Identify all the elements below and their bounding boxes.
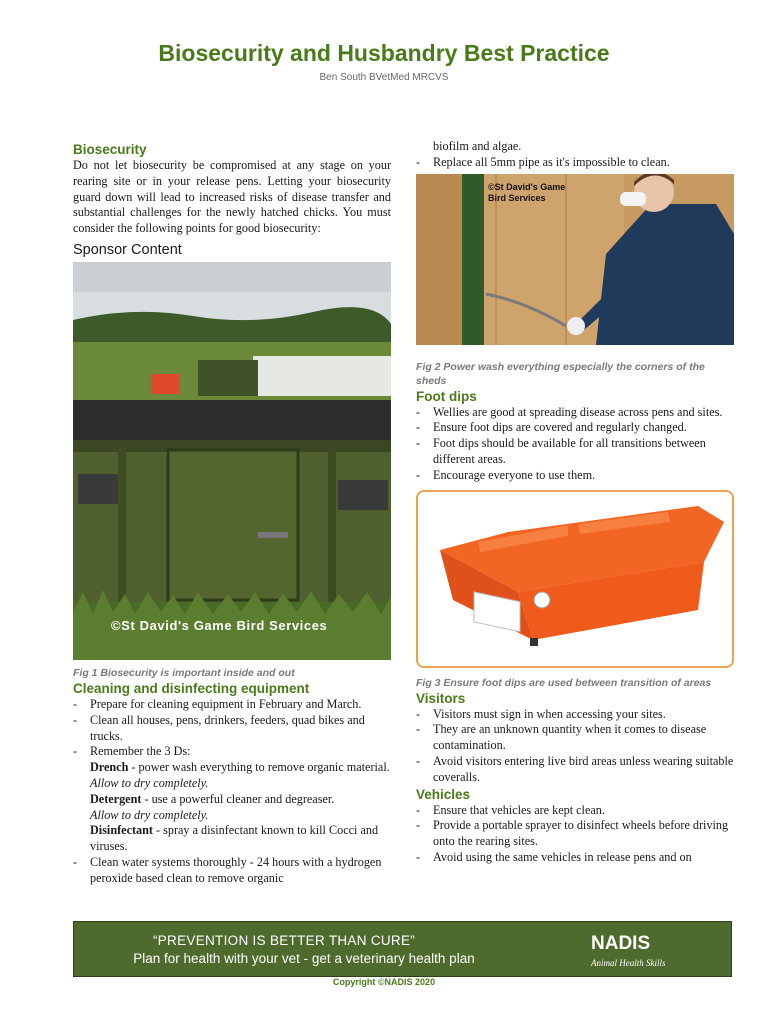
power-wash-illustration <box>416 174 734 345</box>
list-item: - Avoid visitors entering live bird areas unless wearing suitable coveralls. <box>416 754 734 786</box>
footdips-heading: Foot dips <box>416 388 477 404</box>
vehicles-heading: Vehicles <box>416 786 471 802</box>
dry-note-1: Allow to dry completely. <box>90 775 209 790</box>
fig1-pen-photo <box>73 262 391 660</box>
pen-illustration <box>73 262 391 660</box>
banner-subline: Plan for health with your vet - get a veterinary health plan <box>133 951 475 966</box>
list-item: - Replace all 5mm pipe as it's impossible to clean. <box>416 155 734 171</box>
detergent-term: Detergent <box>90 791 142 806</box>
prevention-banner <box>73 921 732 977</box>
fig2-watermark-line2: Bird Services <box>488 192 546 203</box>
drench-text: - power wash everything to remove organic material. <box>128 760 390 775</box>
cleaning-heading: Cleaning and disinfecting equipment <box>73 680 310 696</box>
continued-line: biofilm and algae. <box>433 139 522 153</box>
left-column <box>73 141 391 887</box>
fig3-caption: Fig 3 Ensure foot dips are used between transition of areas <box>416 676 712 689</box>
copyright-footer: Copyright ©NADIS 2020 <box>332 977 436 987</box>
fig2-watermark-line1: ©St David's Game <box>488 181 566 192</box>
footdips-list <box>416 405 734 484</box>
dry-note-2: Allow to dry completely. <box>90 807 209 822</box>
drench-term: Drench <box>90 760 129 775</box>
cleaning-list <box>73 697 391 887</box>
list-item: - Avoid using the same vehicles in release pens and on <box>416 850 734 866</box>
list-item: - Clean all houses, pens, drinkers, feeders, quad bikes and trucks. <box>73 713 391 745</box>
list-item: - Prepare for cleaning equipment in February and March. <box>73 697 391 713</box>
disinfectant-term: Disinfectant <box>90 823 153 838</box>
banner-slogan: “PREVENTION IS BETTER THAN CURE” <box>152 933 416 948</box>
disinfectant-line <box>90 823 391 855</box>
three-ds-label: Remember the 3 Ds: <box>90 744 191 759</box>
drench-line <box>90 760 391 776</box>
replace-list <box>416 155 734 171</box>
fig1-watermark: ©St David's Game Bird Services <box>111 617 328 633</box>
biosecurity-heading: Biosecurity <box>73 142 147 157</box>
biosecurity-intro: Do not let biosecurity be compromised at any stage on your rearing site or in your release pens. Letting your biosecurity guard down will lead to increased risks of disease transfer and substantial challenges for the newly hatched chicks. You must consider the following points for good biosecurity: <box>73 158 391 236</box>
fig2-caption: Fig 2 Power wash everything especially the corners of the sheds <box>416 360 705 387</box>
nadis-tagline: Animal Health Skills <box>591 958 666 968</box>
list-item: - Encourage everyone to use them. <box>416 468 734 484</box>
sponsor-content-label: Sponsor Content <box>73 241 182 258</box>
list-item: - Clean water systems thoroughly - 24 hours with a hydrogen peroxide based clean to remove organic <box>73 855 391 887</box>
list-item <box>73 744 391 855</box>
list-item: - Ensure foot dips are covered and regularly changed. <box>416 420 734 436</box>
visitors-heading: Visitors <box>416 690 466 706</box>
visitors-list <box>416 707 734 786</box>
disinfectant-text: - spray a disinfectant known to kill Cocci and viruses. <box>90 823 379 854</box>
list-item: - Foot dips should be available for all transitions between different areas. <box>416 436 734 468</box>
list-item: - Provide a portable sprayer to disinfect wheels before driving onto the rearing sites. <box>416 818 734 850</box>
foot-dip-illustration <box>418 492 732 666</box>
list-item: - Visitors must sign in when accessing your sites. <box>416 707 734 723</box>
detergent-line <box>90 792 391 808</box>
fig2-watermark <box>488 182 565 204</box>
list-item: - Wellies are good at spreading disease across pens and sites. <box>416 405 734 421</box>
fig3-foot-dip-photo <box>416 490 734 668</box>
vehicles-list <box>416 803 734 866</box>
fig2-power-wash-photo <box>416 174 734 345</box>
list-item: - They are an unknown quantity when it comes to disease contamination. <box>416 722 734 754</box>
author-byline: Ben South BVetMed MRCVS <box>319 72 449 83</box>
right-column <box>416 139 734 866</box>
fig1-caption: Fig 1 Biosecurity is important inside and out <box>73 666 295 679</box>
page-title: Biosecurity and Husbandry Best Practice <box>158 40 610 66</box>
nadis-logo: NADIS <box>591 933 651 954</box>
detergent-text: - use a powerful cleaner and degreaser. <box>141 791 335 806</box>
list-item: - Ensure that vehicles are kept clean. <box>416 803 734 819</box>
